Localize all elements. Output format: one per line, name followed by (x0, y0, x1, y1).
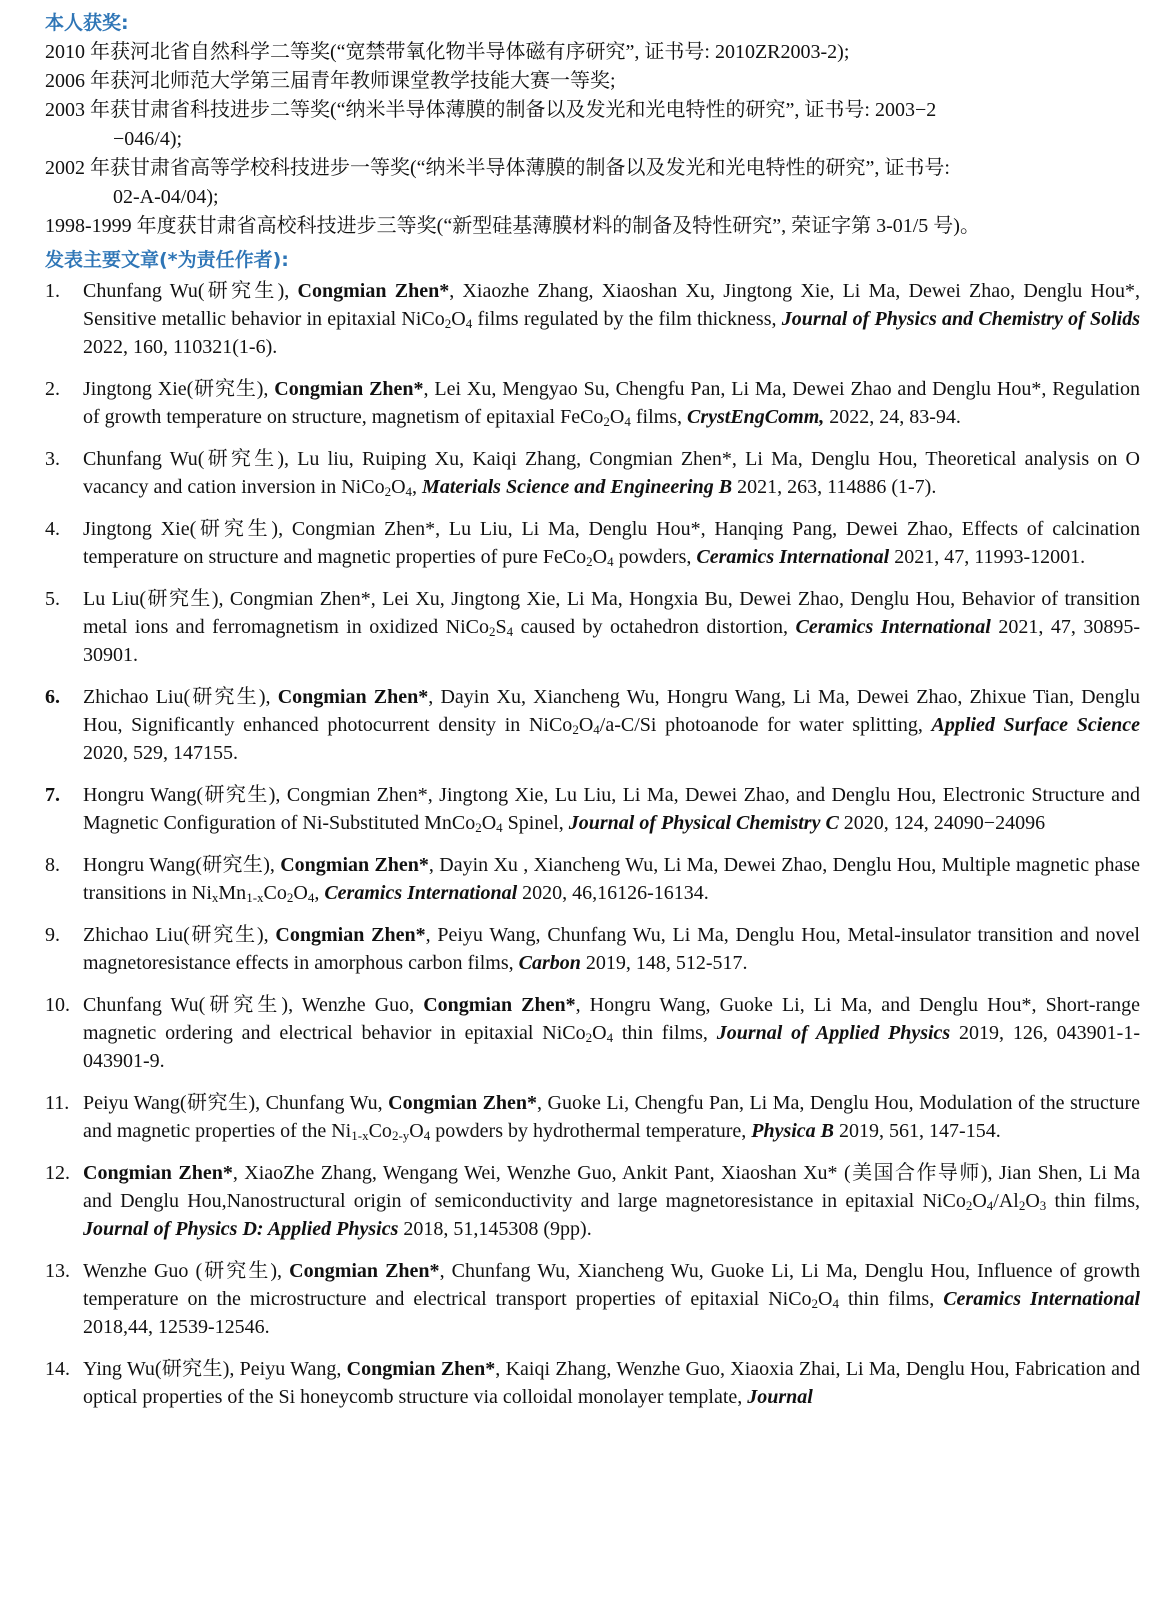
citation-text: 2018, 51,145308 (9pp). (398, 1218, 592, 1240)
citation-text: O (391, 476, 406, 498)
citation-text: , Kaiqi Zhang, Wenzhe Guo, Xiaoxia Zhai, Li Ma, Denglu Hou, Fabrication and optical properties of the Si honeycomb structure via colloidal monolayer template, (83, 1358, 1140, 1408)
citation-text: Mn (218, 882, 247, 904)
corresponding-author: Congmian Zhen* (277, 686, 429, 708)
publication-number: 5. (45, 588, 60, 610)
citation-text: 2018,44, 12539-12546. (83, 1316, 270, 1338)
subscript: 4 (607, 554, 614, 569)
citation-text: Lu Liu(研究生), Congmian Zhen*, Lei Xu, Jingtong Xie, Li Ma, Hongxia Bu, Dewei Zhao, Denglu Hou, Behavior of transition metal ions and ferromagnetism in oxidized NiCo (83, 588, 1140, 638)
publication-item (45, 585, 1140, 669)
citation-text: , (314, 882, 325, 904)
subscript: 4 (593, 722, 600, 737)
citation-text: thin films, (613, 1022, 717, 1044)
subscript: 2 (1018, 1198, 1026, 1213)
publication-item (45, 991, 1140, 1075)
citation-text: Peiyu Wang(研究生), Chunfang Wu, (83, 1092, 389, 1114)
publication-item (45, 445, 1140, 501)
citation-text: powders, (613, 546, 697, 568)
subscript: 4 (832, 1296, 839, 1311)
award-item (45, 96, 1140, 154)
subscript: 2-y (391, 1128, 410, 1143)
citation-text: 2022, 24, 83-94. (824, 406, 961, 428)
citation-text: Ying Wu(研究生), Peiyu Wang, (83, 1358, 347, 1380)
award-item (45, 67, 1140, 96)
citation-text: Hongru Wang(研究生), Congmian Zhen*, Jingtong Xie, Lu Liu, Li Ma, Dewei Zhao, and Denglu Hou, Electronic Structure and Magnetic Configuration of Ni-Substituted MnCo (83, 784, 1140, 834)
award-item (45, 38, 1140, 67)
citation-text: O (578, 714, 594, 736)
subscript: 4 (606, 1030, 614, 1045)
award-text: 2010 年获河北省自然科学二等奖(“宽禁带氧化物半导体磁有序研究”, 证书号: 2010ZR2003-2); (45, 41, 850, 63)
citation-text: Jingtong Xie(研究生), (83, 378, 275, 400)
corresponding-author: Congmian Zhen* (83, 1162, 233, 1184)
journal-name: Journal of Physics and Chemistry of Solids (781, 308, 1141, 330)
journal-name: Journal of Physics D: Applied Physics (83, 1218, 399, 1240)
citation-text: , Hongru Wang, Guoke Li, Li Ma, and Denglu Hou*, Short-range magnetic ordering and electrical behavior in epitaxial NiCo (83, 994, 1140, 1044)
citation-text: , (412, 476, 423, 498)
publications-heading: 发表主要文章(*为责任作者): (45, 249, 289, 271)
citation-text: /Al (993, 1190, 1019, 1212)
subscript: 1-x (246, 890, 264, 905)
subscript: 4 (405, 484, 413, 499)
citation-text: caused by octahedron distortion, (513, 616, 796, 638)
citation-text: powders by hydrothermal temperature, (430, 1120, 752, 1142)
subscript: x (211, 890, 219, 905)
publication-item (45, 375, 1140, 431)
publication-item (45, 1355, 1140, 1411)
citation-text: Hongru Wang(研究生), (83, 854, 281, 876)
publications-list (45, 277, 1140, 1411)
subscript: 2 (965, 1198, 973, 1213)
journal-name: Ceramics International (943, 1288, 1141, 1310)
publication-item (45, 921, 1140, 977)
citation-text: , Dayin Xu , Xiancheng Wu, Li Ma, Dewei Zhao, Denglu Hou, Multiple magnetic phase transitions in Ni (83, 854, 1141, 904)
award-text-continued: 02-A-04/04); (113, 186, 219, 208)
award-text: 2002 年获甘肃省高等学校科技进步一等奖(“纳米半导体薄膜的制备以及发光和光电特性的研究”, 证书号: (45, 157, 950, 179)
corresponding-author: Congmian Zhen* (297, 280, 450, 302)
publication-number: 9. (45, 924, 60, 946)
citation-text: O (1025, 1190, 1040, 1212)
corresponding-author: Congmian Zhen* (280, 854, 429, 876)
subscript: 2 (286, 890, 294, 905)
citation-text: 2019, 561, 147-154. (834, 1120, 1001, 1142)
journal-name: Applied Surface Science (931, 714, 1141, 736)
journal-name: Journal of Physical Chemistry C (568, 812, 839, 834)
subscript: 1-x (351, 1128, 369, 1143)
citation-text: , Dayin Xu, Xiancheng Wu, Hongru Wang, Li Ma, Dewei Zhao, Zhixue Tian, Denglu Hou, Significantly enhanced photocurrent density in NiCo (83, 686, 1140, 736)
citation-text: 2021, 263, 114886 (1-7). (732, 476, 937, 498)
subscript: 4 (423, 1128, 431, 1143)
citation-text: 2020, 124, 24090−24096 (838, 812, 1046, 834)
citation-text: O (972, 1190, 987, 1212)
citation-text: 2020, 529, 147155. (83, 742, 238, 764)
citation-text: O (592, 546, 608, 568)
awards-list (45, 38, 1140, 241)
citation-text: , Guoke Li, Chengfu Pan, Li Ma, Denglu Hou, Modulation of the structure and magnetic properties of the Ni (83, 1092, 1140, 1142)
citation-text: , XiaoZhe Zhang, Wengang Wei, Wenzhe Guo, Ankit Pant, Xiaoshan Xu* (美国合作导师), Jian Shen, Li Ma and Denglu Hou,Nanostructural origin of semiconductivity and large magnetoresistance in epitaxial NiCo (83, 1162, 1141, 1212)
journal-name: Ceramics International (696, 546, 890, 568)
publication-item (45, 1159, 1140, 1243)
citation-text: Chunfang Wu(研究生), Lu liu, Ruiping Xu, Kaiqi Zhang, Congmian Zhen*, Li Ma, Denglu Hou, Theoretical analysis on O vacancy and cation inversion in NiCo (83, 448, 1140, 498)
subscript: 2 (489, 624, 496, 639)
award-text: 2003 年获甘肃省科技进步二等奖(“纳米半导体薄膜的制备以及发光和光电特性的研究”, 证书号: 2003−2 (45, 99, 937, 121)
citation-text: 2019, 148, 512-517. (580, 952, 748, 974)
publication-number: 7. (45, 784, 60, 806)
citation-text: O (818, 1288, 833, 1310)
citation-text: S (495, 616, 507, 638)
citation-text: , Xiaozhe Zhang, Xiaoshan Xu, Jingtong Xie, Li Ma, Dewei Zhao, Denglu Hou*, Sensitive metallic behavior in epitaxial NiCo (83, 280, 1140, 330)
corresponding-author: Congmian Zhen* (275, 924, 426, 946)
subscript: 2 (585, 1030, 593, 1045)
publication-number: 13. (45, 1260, 70, 1282)
award-item (45, 212, 1140, 241)
publication-number: 4. (45, 518, 60, 540)
journal-name: Journal (747, 1386, 813, 1408)
corresponding-author: Congmian Zhen* (274, 378, 424, 400)
subscript: 2 (384, 484, 392, 499)
publication-number: 12. (45, 1162, 70, 1184)
citation-text: O (592, 1022, 607, 1044)
corresponding-author: Congmian Zhen* (423, 994, 576, 1016)
publication-number: 14. (45, 1358, 70, 1380)
corresponding-author: Congmian Zhen* (346, 1358, 496, 1380)
citation-text: Zhichao Liu(研究生), (83, 924, 276, 946)
journal-name: Materials Science and Engineering B (422, 476, 733, 498)
citation-text: Chunfang Wu(研究生), (83, 280, 298, 302)
subscript: 4 (465, 316, 473, 331)
journal-name: Carbon (518, 952, 581, 974)
citation-text: 2020, 46,16126-16134. (517, 882, 709, 904)
citation-text: , Lei Xu, Mengyao Su, Chengfu Pan, Li Ma, Dewei Zhao and Denglu Hou*, Regulation of growth temperature on structure, magnetism of epitaxial FeCo (83, 378, 1140, 428)
corresponding-author: Congmian Zhen* (289, 1260, 440, 1282)
subscript: 3 (1039, 1198, 1047, 1213)
citation-text: Chunfang Wu(研究生), Wenzhe Guo, (83, 994, 424, 1016)
awards-heading: 本人获奖: (45, 12, 129, 34)
journal-name: Physica B (751, 1120, 835, 1142)
citation-text: O (409, 1120, 424, 1142)
subscript: 4 (624, 414, 631, 429)
publication-item (45, 277, 1140, 361)
publication-number: 10. (45, 994, 70, 1016)
subscript: 4 (986, 1198, 994, 1213)
award-text: 2006 年获河北师范大学第三届青年教师课堂教学技能大赛一等奖; (45, 70, 616, 92)
citation-text: Co (263, 882, 287, 904)
publication-item (45, 1257, 1140, 1341)
journal-name: CrystEngComm, (687, 406, 825, 428)
citation-text: O (609, 406, 625, 428)
subscript: 2 (475, 820, 482, 835)
citation-text: , Peiyu Wang, Chunfang Wu, Li Ma, Denglu Hou, Metal-insulator transition and novel magnetoresistance effects in amorphous carbon films, (83, 924, 1140, 974)
subscript: 4 (307, 890, 315, 905)
citation-text: O (451, 308, 466, 330)
citation-text: 2021, 47, 30895-30901. (83, 616, 1140, 666)
citation-text: films regulated by the film thickness, (472, 308, 782, 330)
award-text-continued: −046/4); (113, 128, 183, 150)
publication-number: 2. (45, 378, 60, 400)
publication-number: 11. (45, 1092, 70, 1114)
citation-text: Wenzhe Guo (研究生), (83, 1260, 290, 1282)
citation-text: 2019, 126, 043901-1- 043901-9. (83, 1022, 1140, 1072)
citation-text: Co (368, 1120, 392, 1142)
subscript: 2 (586, 554, 593, 569)
award-item (45, 154, 1140, 212)
publication-number: 3. (45, 448, 60, 470)
subscript: 4 (496, 820, 503, 835)
journal-name: Journal of Applied Physics (716, 1022, 951, 1044)
citation-text: O (481, 812, 497, 834)
publication-item (45, 851, 1140, 907)
award-text: 1998-1999 年度获甘肃省高校科技进步三等奖(“新型硅基薄膜材料的制备及特性研究”, 荣证字第 3-01/5 号)。 (45, 215, 980, 237)
subscript: 2 (811, 1296, 819, 1311)
subscript: 2 (444, 316, 452, 331)
citation-text: O (293, 882, 308, 904)
publication-number: 1. (45, 280, 60, 302)
publication-item (45, 781, 1140, 837)
subscript: 2 (603, 414, 610, 429)
citation-text: thin films, (839, 1288, 944, 1310)
citation-text: Jingtong Xie(研究生), Congmian Zhen*, Lu Liu, Li Ma, Denglu Hou*, Hanqing Pang, Dewei Zhao, Effects of calcination temperature on structure and magnetic properties of pure FeCo (83, 518, 1140, 568)
publication-number: 8. (45, 854, 60, 876)
subscript: 2 (572, 722, 579, 737)
journal-name: Ceramics International (324, 882, 518, 904)
subscript: 4 (506, 624, 514, 639)
citation-text: Zhichao Liu(研究生), (83, 686, 278, 708)
journal-name: Ceramics International (795, 616, 991, 638)
citation-text: thin films, (1046, 1190, 1141, 1212)
citation-text: films, (630, 406, 687, 428)
citation-text: /a-C/Si photoanode for water splitting, (599, 714, 932, 736)
publication-item (45, 515, 1140, 571)
publication-item (45, 683, 1140, 767)
citation-text: 2021, 47, 11993-12001. (889, 546, 1086, 568)
citation-text: Spinel, (502, 812, 569, 834)
publication-item (45, 1089, 1140, 1145)
corresponding-author: Congmian Zhen* (388, 1092, 538, 1114)
publication-number: 6. (45, 686, 60, 708)
citation-text: 2022, 160, 110321(1-6). (83, 336, 278, 358)
citation-text: , Chunfang Wu, Xiancheng Wu, Guoke Li, Li Ma, Denglu Hou, Influence of growth temperature on the microstructure and electrical transport properties of epitaxial NiCo (83, 1260, 1140, 1310)
